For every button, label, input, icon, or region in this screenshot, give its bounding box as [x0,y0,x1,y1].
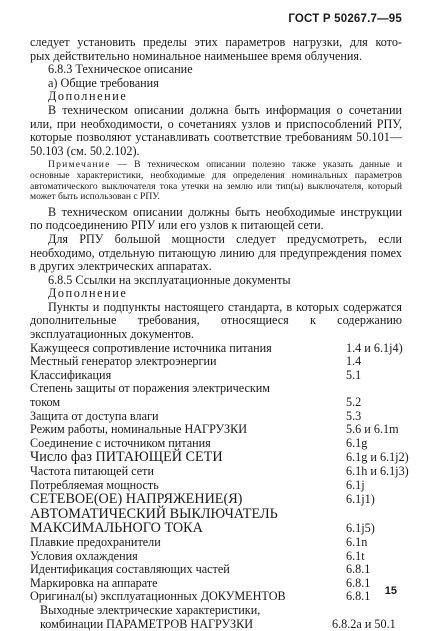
reference-clause: 1.4 [346,354,362,369]
reference-row [30,423,402,437]
page-number: 15 [384,585,397,597]
reference-clause: 6.8.1 [346,575,371,590]
reference-clause: 6.1j1) [346,492,375,507]
section-683-addition: Дополнение [48,89,128,104]
reference-name: Классификация [30,367,112,382]
reference-row [30,604,402,631]
reference-row [30,507,402,536]
section-685-addition: Дополнение [48,286,128,301]
reference-clause: 5.2 [346,395,362,410]
reference-clause: 6.8.1 [346,562,371,577]
reference-clause: 6.8.2а и 50.1 [332,616,396,631]
reference-row [30,449,409,466]
document-body [30,35,409,631]
reference-name: Кажущееся сопротивление источника питания [30,340,272,355]
reference-clause: 6.1t [346,548,365,563]
section-685-paragraph: Пункты и подпункты настоящего стандарта, в которых содержатся дополнительные требования, относящиеся к содержанию эксплуатационных документов. [30,299,402,342]
reference-name: Соединение с источником питания [30,435,211,450]
section-683-subheading: а) Общие требования [48,75,159,90]
reference-name: Выходные электрические характеристики, комбинации ПАРАМЕТРОВ НАГРУЗКИ [40,602,261,631]
reference-row [30,342,402,356]
reference-clause: 5.3 [346,408,362,423]
reference-name: Маркировка на аппарате [30,575,158,590]
reference-clause: 5.6 и 6.1m [346,422,399,437]
section-683-paragraph: В техническом описании должна быть информация о сочетании или, при необходимости, о сочетаниях узлов и приспособлений РПУ, которые позволяют устанавливать соответствие требованиям 50.101—50.103 (см. 50.2.102). [30,102,402,158]
section-683-paragraph-2: В техническом описании должны быть необходимые инструкции по подсоединению РПУ или его узлов к питающей сети. [30,204,402,233]
reference-name: АВТОМАТИЧЕСКИЙ ВЫКЛЮЧАТЕЛЬ МАКСИМАЛЬНОГО ТОКА [30,505,278,537]
reference-name: Режим работы, номинальные НАГРУЗКИ [30,422,248,437]
reference-name: Частота питающей сети [30,464,154,478]
reference-name: Оригинал(ы) эксплуатационных ДОКУМЕНТОВ [30,589,286,604]
section-683-note [30,160,402,202]
reference-row [30,492,402,507]
reference-clause: 5.1 [346,367,362,382]
reference-name: Плавкие предохранители [30,534,161,549]
reference-clause: 6.1n [346,534,368,549]
reference-name: СЕТЕВОЕ(ОЕ) НАПРЯЖЕНИЕ(Я) [30,491,243,508]
reference-name: Защита от доступа влаги [30,408,159,423]
reference-row [30,355,402,369]
reference-row [30,479,402,493]
reference-clause: 1.4 и 6.1j4) [346,340,403,355]
reference-row [30,536,402,550]
reference-row [30,410,402,424]
note-label: Примечание [48,159,111,171]
page-header-standard: ГОСТ Р 50267.7—95 [288,13,402,25]
note-text: — В техническом описании полезно также указать данные и основные характеристики, необходимые для определения номинальных параметров автоматического выключателя тока утечки на землю или тип(ы) выключателя, который может быть использован с РПУ. [30,159,402,203]
reference-clause: 6.1j5) [346,521,375,536]
reference-name: Степень защиты от поражения электрическим током [30,381,271,410]
reference-clause: 6.1h и 6.1j3) [346,464,409,478]
reference-name: Идентификация составляющих частей [30,562,230,577]
reference-list [30,340,409,631]
reference-clause: 6.8.1 [346,589,371,604]
reference-name: Местный генератор электроэнергии [30,354,217,369]
section-685-heading: 6.8.5 Ссылки на эксплуатационные документы [48,272,291,287]
reference-row [30,382,402,409]
reference-row [30,369,402,383]
intro-line-1: следует установить пределы этих параметров нагрузки, для кото- [30,35,402,49]
reference-clause: 6.1g [346,435,368,450]
section-683-paragraph-3: Для РПУ большой мощности следует предусмотреть, если необходимо, отдельную питающую линию для предупреждения помех в других электрических аппаратах. [30,231,402,274]
reference-row [30,563,402,577]
section-683-heading: 6.8.3 Техническое описание [48,62,193,77]
reference-row [30,464,409,479]
reference-row [30,577,402,591]
reference-clause: 6.1j [346,477,365,492]
reference-name: Условия охлаждения [30,548,138,563]
reference-row [30,590,402,604]
reference-name: Потребляемая мощность [30,477,159,492]
reference-row [30,550,402,564]
reference-clause: 6.1g и 6.1j2) [346,450,409,465]
intro-line-2: рых действительно номинальное наименьшее время облучения. [30,48,363,63]
reference-name: Число фаз ПИТАЮЩЕЙ СЕТИ [30,449,223,466]
